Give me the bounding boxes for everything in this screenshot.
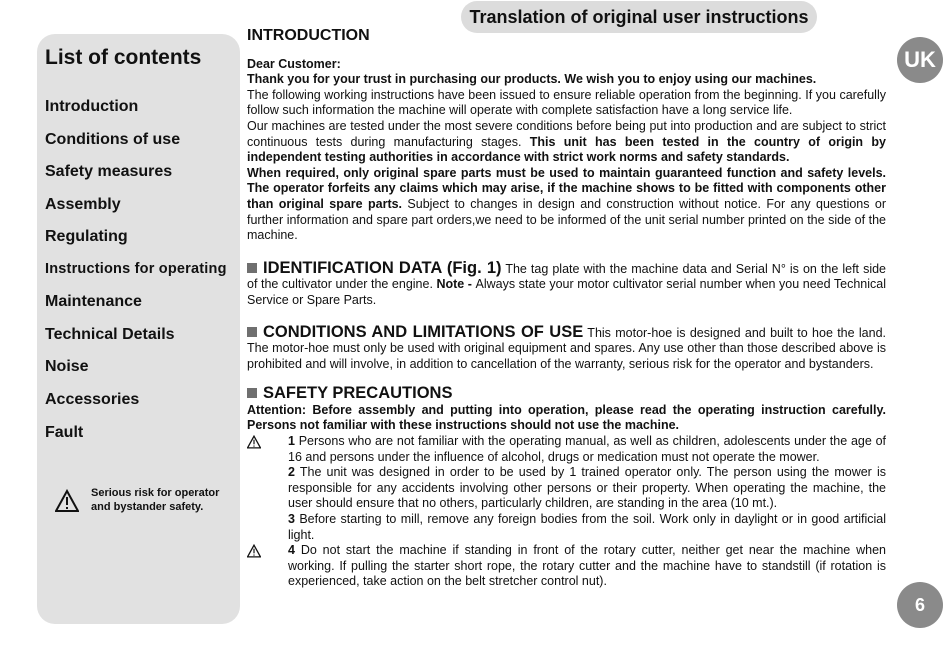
safety-item	[247, 512, 886, 543]
safety-item-text: Before starting to mill, remove any foreign bodies from the soil. Work only in daylight or in good artificial light.	[288, 512, 886, 542]
safety-item	[247, 465, 886, 512]
section-bullet-icon	[247, 388, 257, 398]
toc-item-maintenance[interactable]: Maintenance	[45, 293, 142, 310]
warning-icon	[247, 544, 261, 558]
identification-text-2: Always state your motor cultivator serial number when you need Technical Service or Spare Parts.	[247, 277, 886, 307]
toc-item-assembly[interactable]: Assembly	[45, 196, 121, 213]
identification-text-1: The tag plate with the machine data and Serial N° is on the left side of the cultivator under the engine.	[247, 261, 886, 292]
safety-title: SAFETY PRECAUTIONS	[263, 384, 453, 403]
conditions-text: This motor-hoe is designed and built to hoe the land. The motor-hoe must only be used with original equipment and spares. Any use other than those described above is prohibited and will involve, in addition to cancellation of the warranty, serious risk for the operator and bystanders.	[247, 325, 887, 371]
intro-paragraph-3: Subject to changes in design and construction without notice. For any questions or further information and spare part orders,we need to be informed of the unit serial number printed on the side of the machine.	[247, 196, 886, 243]
safety-item	[247, 543, 886, 590]
safety-item-text: Persons who are not familiar with the operating manual, as well as children, adolescents under the age of 16 and persons under the influence of alcohol, drugs or medication must not operate the mower.	[288, 434, 886, 464]
toc-item-technical-details[interactable]: Technical Details	[45, 326, 175, 343]
intro-paragraph-2: Our machines are tested under the most severe conditions before being put into production and are subject to strict continuous tests during manufacturing stages.	[247, 118, 886, 149]
toc-item-introduction[interactable]: Introduction	[45, 98, 139, 115]
toc-item-accessories[interactable]: Accessories	[45, 391, 140, 408]
intro-paragraph-2-bold: This unit has been tested in the country of origin by independent testing authorities in accordance with strict work norms and safety standards.	[247, 134, 886, 165]
toc-item-fault[interactable]: Fault	[45, 424, 84, 441]
identification-note-label: Note -	[436, 277, 476, 292]
safety-attention: Attention: Before assembly and putting into operation, please read the operating instruction carefully. Persons not familiar with these instructions should not use the machine.	[247, 402, 886, 433]
table-of-contents	[37, 34, 240, 624]
safety-item-text: The unit was designed in order to be used by 1 trained operator only. The person using the mower is responsible for any accidents involving other persons or their property. When operating the machine, the user should ensure that no others, particularly children, are standing in the area (10 mt.).	[288, 465, 886, 511]
toc-warning	[55, 486, 241, 514]
toc-item-noise[interactable]: Noise	[45, 358, 89, 375]
intro-paragraph-1: The following working instructions have been issued to ensure reliable operation from the beginning. If you carefully follow such information the machine will operate with complete satisfaction have a long service life.	[247, 87, 886, 118]
safety-item	[247, 434, 886, 465]
toc-warning-text: Serious risk for operator and bystander safety.	[91, 487, 220, 513]
toc-item-conditions-of-use[interactable]: Conditions of use	[45, 131, 181, 148]
warning-icon	[247, 435, 261, 449]
toc-item-instructions-for-operating[interactable]: Instructions for operating	[45, 261, 227, 277]
section-bullet-icon	[247, 327, 257, 337]
conditions-title: CONDITIONS AND LIMITATIONS OF USE	[263, 322, 584, 341]
toc-item-regulating[interactable]: Regulating	[45, 228, 128, 245]
safety-item-number: 3	[288, 512, 295, 527]
section-bullet-icon	[247, 263, 257, 273]
intro-salutation: Dear Customer:	[247, 56, 341, 71]
page-number-badge: 6	[897, 582, 943, 628]
intro-paragraph-3-bold: When required, only original spare parts must be used to maintain guaranteed function and safety levels. The operator forfeits any claims which may arise, if the machine shows to be fitted with components other than original spare parts.	[247, 165, 886, 211]
warning-icon	[55, 489, 79, 513]
safety-item-number: 2	[288, 465, 295, 480]
toc-title: List of contents	[45, 46, 202, 69]
toc-item-safety-measures[interactable]: Safety measures	[45, 163, 173, 180]
safety-item-number: 1	[288, 434, 295, 449]
main-content	[247, 28, 886, 590]
safety-item-text: Do not start the machine if standing in front of the rotary cutter, neither get near the machine when working. If pulling the starter short rope, the rotary cutter and the machine have to standstill (if rotation is experienced, take action on the belt stretcher control nut).	[288, 543, 886, 589]
intro-heading: INTRODUCTION	[247, 27, 370, 44]
header-title: Translation of original user instructions	[461, 1, 817, 33]
language-badge: UK	[897, 37, 943, 83]
identification-title: IDENTIFICATION DATA (Fig. 1)	[263, 258, 502, 277]
safety-item-number: 4	[288, 543, 295, 558]
intro-thanks: Thank you for your trust in purchasing our products. We wish you to enjoy using our machines.	[247, 72, 817, 87]
